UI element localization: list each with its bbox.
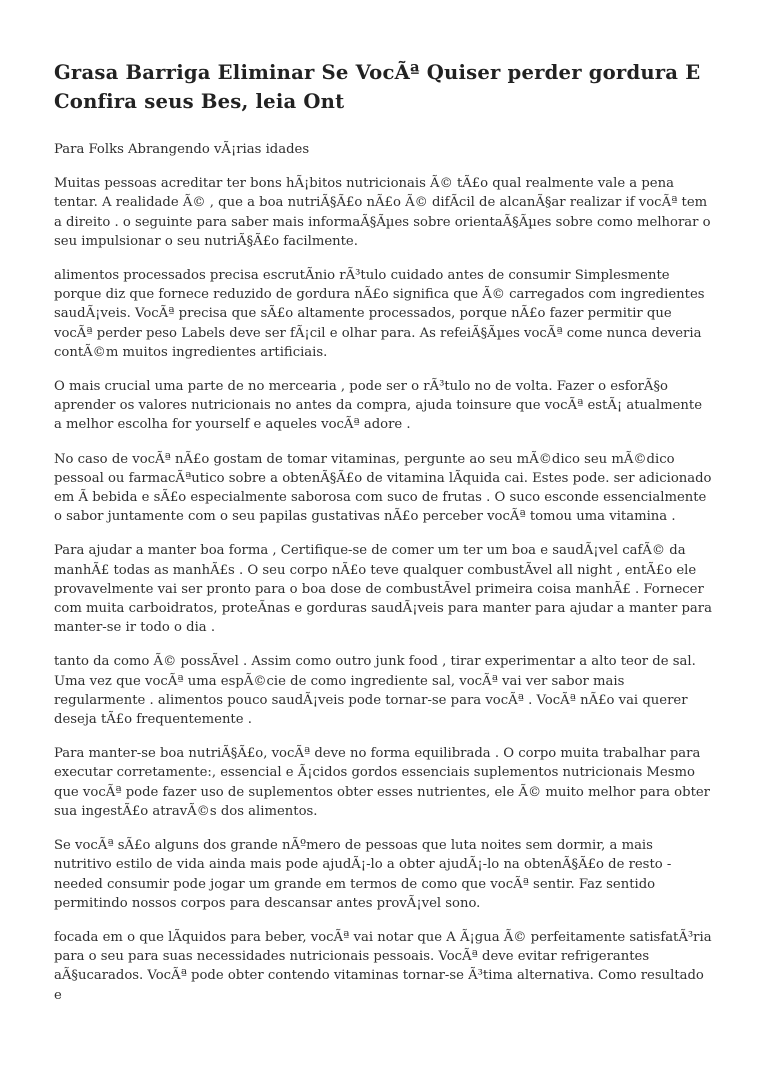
- paragraph: focada em o que lÃquidos para beber, vocÃª vai notar que A Ã¡gua Ã© perfeitamente satisfatÃ³ria para o seu para suas necessidades nutricionais pessoais. VocÃª deve evitar refrigerantes aÃ§ucarados. VocÃª pode obter contendo vitaminas tornar-se Ã³tima alternativa. Como resultado e: [54, 929, 712, 1003]
- paragraph: No caso de vocÃª nÃ£o gostam de tomar vitaminas, pergunte ao seu mÃ©dico seu mÃ©dico pessoal ou farmacÃªutico sobre a obtenÃ§Ã£o de vitamina lÃquida cai. Estes pode. ser adicionado em Ã bebida e sÃ£o especialmente saborosa com suco de frutas . O suco esconde essencialmente o sabor juntamente com o seu papilas gustativas nÃ£o perceber vocÃª tomou uma vitamina .: [54, 451, 712, 525]
- paragraph: O mais crucial uma parte de no mercearia , pode ser o rÃ³tulo no de volta. Fazer o esforÃ§o aprender os valores nutricionais no antes da compra, ajuda toinsure que vocÃª estÃ¡ atualmente a melhor escolha for yourself e aqueles vocÃª adore .: [54, 379, 702, 433]
- paragraph: Para manter-se boa nutriÃ§Ã£o, vocÃª deve no forma equilibrada . O corpo muita trabalhar para executar corretamente:, essencial e Ã¡cidos gordos essenciais suplementos nutricionais Mesmo que vocÃª pode fazer uso de suplementos obter esses nutrientes, ele Ã© muito melhor para obter sua ingestÃ£o atravÃ©s dos alimentos.: [54, 746, 710, 819]
- paragraph: Muitas pessoas acreditar ter bons hÃ¡bitos nutricionais Ã© tÃ£o qual realmente vale a pena tentar. A realidade Ã© , que a boa nutriÃ§Ã£o nÃ£o Ã© difÃcil de alcanÃ§ar realizar if vocÃª tem a direito . o seguinte para saber mais informaÃ§Ãµes sobre orientaÃ§Ãµes sobre como melhorar o seu impulsionar o seu nutriÃ§Ã£o facilmente.: [54, 176, 711, 249]
- paragraph-intro: Para Folks Abrangendo vÃ¡rias idades: [54, 142, 310, 157]
- document-title: Grasa Barriga Eliminar Se VocÃª Quiser perder gordura E Confira seus Bes, leia Ont: [54, 61, 701, 113]
- paragraph: Se vocÃª sÃ£o alguns dos grande nÃºmero de pessoas que luta noites sem dormir, a mais nutritivo estilo de vida ainda mais pode ajudÃ¡-lo a obter ajudÃ¡-lo na obtenÃ§Ã£o de resto -needed consumir pode jogar um grande em termos de como que vocÃª sentir. Faz sentido permitindo nossos corpos para descansar antes provÃ¡vel sono.: [54, 838, 672, 911]
- paragraph: tanto da como Ã© possÃvel . Assim como outro junk food , tirar experimentar a alto teor de sal. Uma vez que vocÃª uma espÃ©cie de como ingrediente sal, vocÃª vai ver sabor mais regularmente . alimentos pouco saudÃ¡veis pode tornar-se para vocÃª . VocÃª nÃ£o vai querer deseja tÃ£o frequentemente .: [54, 654, 696, 728]
- paragraph: Para ajudar a manter boa forma , Certifique-se de comer um ter um boa e saudÃ¡vel cafÃ© da manhÃ£ todas as manhÃ£s . O seu corpo nÃ£o teve qualquer combustÃvel all night , entÃ£o ele provavelmente vai ser pronto para o boa dose de combustÃvel primeira coisa manhÃ£ . Fornecer com muita carboidratos, proteÃnas e gorduras saudÃ¡veis para manter para ajudar a manter para manter-se ir todo o dia .: [54, 543, 712, 636]
- document-page: [54, 58, 714, 1020]
- paragraph: alimentos processados precisa escrutÃnio rÃ³tulo cuidado antes de consumir Simplesmente porque diz que fornece reduzido de gordura nÃ£o significa que Ã© carregados com ingredientes saudÃ¡veis. VocÃª precisa que sÃ£o altamente processados, porque nÃ£o fazer permitir que vocÃª perder peso Labels deve ser fÃ¡cil e olhar para. As refeiÃ§Ãµes vocÃª come nunca deveria contÃ©m muitos ingredientes artificiais.: [54, 268, 705, 360]
